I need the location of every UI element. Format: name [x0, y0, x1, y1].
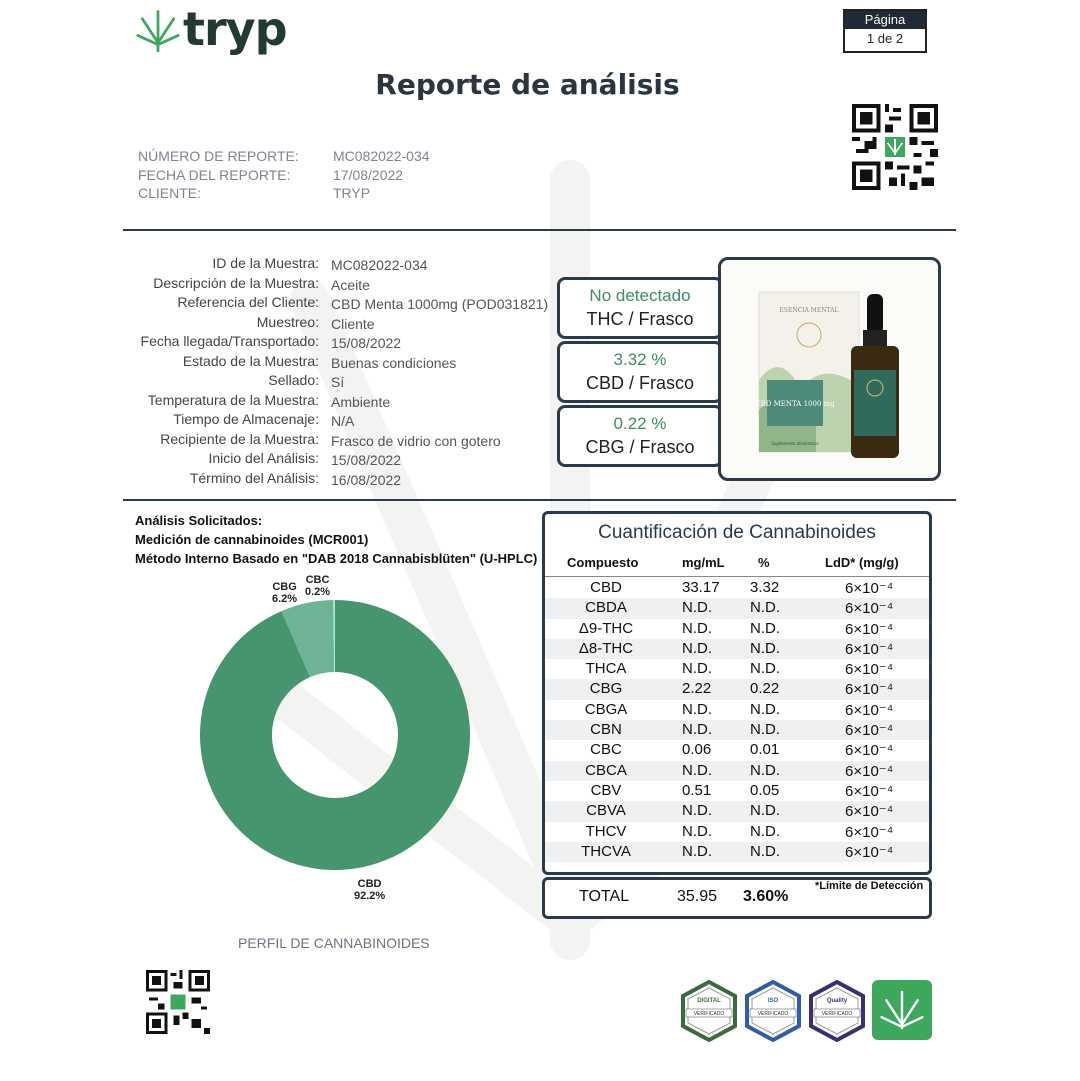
table-cell: CBG: [589, 680, 623, 698]
table-cell: 6×10⁻⁴: [845, 661, 894, 679]
table-row: [545, 761, 929, 781]
table-row: [545, 679, 929, 699]
table-row: [545, 578, 929, 598]
analysis-line-2: Método Interno Basado en "DAB 2018 Cannabisblüten" (U-HPLC): [135, 551, 538, 566]
table-cell: N.D.: [682, 599, 712, 617]
table-cell: 6×10⁻⁴: [845, 823, 894, 841]
sample-label: Descripción de la Muestra:: [153, 274, 319, 291]
table-cell: 6×10⁻⁴: [845, 580, 894, 597]
page-label: Página: [845, 11, 925, 29]
table-cell: N.D.: [750, 802, 780, 820]
table-cell: N.D.: [682, 639, 712, 657]
page-value: 1 de 2: [866, 31, 904, 46]
table-cell: 6×10⁻⁴: [845, 701, 894, 719]
cbg-value: 0.22 %: [613, 414, 667, 433]
page-indicator: [843, 9, 927, 53]
badge-mid: VERIFICADO: [693, 1011, 725, 1017]
table-cell: N.D.: [750, 700, 780, 718]
sample-label: Sellado:: [268, 372, 319, 388]
table-cell: 6×10⁻⁴: [845, 600, 894, 618]
sample-value: Buenas condiciones: [331, 354, 457, 371]
table-row: [545, 801, 929, 821]
table-cell: Δ9-THC: [578, 619, 634, 637]
sample-value: Sí: [331, 374, 345, 390]
table-cell: N.D.: [682, 842, 712, 860]
table-cell: 6×10⁻⁴: [845, 620, 894, 638]
table-cell: 6×10⁻⁴: [845, 722, 894, 740]
table-cell: CBV: [590, 781, 622, 799]
table-cell: N.D.: [750, 842, 780, 860]
table-cell: N.D.: [682, 761, 712, 779]
report-date-label: FECHA DEL REPORTE:: [138, 167, 291, 183]
analysis-line-1: Medición de cannabinoides (MCR001): [135, 532, 369, 547]
sample-label: ID de la Muestra:: [212, 255, 319, 271]
report-number-value: MC082022-034: [333, 148, 430, 164]
table-cell: CBDA: [585, 599, 627, 617]
table-cell: 0.22: [750, 680, 780, 698]
cannabinoid-donut-chart: [200, 600, 470, 870]
verified-badge-icon: [744, 980, 802, 1042]
table-cell: 6×10⁻⁴: [845, 742, 894, 760]
sample-label: Temperatura de la Muestra:: [147, 391, 319, 408]
table-cell: 0.06: [682, 741, 712, 759]
badge-mid: VERIFICADO: [757, 1011, 789, 1017]
report-date-value: 17/08/2022: [333, 167, 404, 183]
sample-label: Muestreo:: [256, 313, 319, 330]
table-cell: N.D.: [750, 822, 780, 840]
sample-value: Frasco de vidrio con gotero: [331, 432, 501, 449]
table-title: Cuantificación de Cannabinoides: [598, 522, 876, 543]
table-cell: N.D.: [682, 721, 712, 739]
thc-card: [557, 277, 723, 339]
table-cell: 6×10⁻⁴: [845, 803, 894, 821]
sample-value: N/A: [331, 413, 355, 429]
col-header: %: [758, 555, 770, 570]
client-value: TRYP: [333, 185, 371, 201]
cbd-value: 3.32 %: [613, 350, 667, 369]
table-row: [545, 822, 929, 842]
table-cell: 0.01: [750, 741, 780, 759]
table-row: [545, 842, 929, 862]
table-cell: 6×10⁻⁴: [845, 640, 894, 658]
table-cell: CBC: [590, 741, 622, 759]
table-row: [545, 740, 929, 760]
col-header: mg/mL: [682, 555, 725, 570]
leaf-icon: [872, 980, 932, 1040]
table-cell: 0.05: [750, 781, 780, 799]
sample-value: 15/08/2022: [331, 452, 402, 468]
table-cell: CBVA: [586, 802, 626, 820]
table-cell: N.D.: [682, 802, 712, 820]
badge-top: ISO: [767, 998, 779, 1004]
table-cell: N.D.: [750, 761, 780, 779]
table-cell: 2.22: [682, 680, 712, 698]
badge-top: Quality: [826, 998, 848, 1004]
table-row: [545, 598, 929, 618]
header-rule: [545, 576, 929, 577]
table-cell: N.D.: [750, 639, 780, 657]
badge-top: DIGITAL: [697, 998, 721, 1004]
detection-limit-note: *Límite de Detección: [815, 880, 924, 892]
qr-code-icon[interactable]: [146, 970, 210, 1034]
sample-value: Aceite: [331, 276, 370, 293]
sample-label: Recipiente de la Muestra:: [160, 430, 319, 447]
sample-value: 16/08/2022: [331, 471, 402, 488]
table-cell: 6×10⁻⁴: [845, 681, 894, 699]
table-cell: N.D.: [682, 822, 712, 840]
chart-title: PERFIL DE CANNABINOIDES: [238, 935, 430, 951]
table-cell: 6×10⁻⁴: [845, 782, 894, 800]
cbd-card: [557, 341, 723, 403]
table-cell: 3.32: [750, 579, 780, 596]
divider: [123, 229, 956, 231]
table-body: [545, 578, 929, 862]
sample-label: Fecha llegada/Transportado:: [140, 333, 319, 349]
box-sub: Suplemento alimenticio: [771, 441, 819, 446]
table-cell: N.D.: [682, 619, 712, 637]
sample-label: Estado de la Muestra:: [182, 352, 319, 369]
table-row: [545, 700, 929, 720]
table-cell: N.D.: [750, 721, 780, 739]
table-cell: N.D.: [750, 599, 780, 617]
table-cell: 6×10⁻⁴: [845, 843, 894, 861]
table-cell: CBD: [590, 579, 622, 596]
table-cell: 33.17: [682, 579, 720, 596]
sample-label: Inicio del Análisis:: [208, 450, 319, 466]
cbg-card: [557, 405, 723, 467]
table-cell: N.D.: [682, 700, 712, 718]
total-label: TOTAL: [579, 888, 630, 905]
tryp-badge: [872, 980, 932, 1040]
tryp-leaf-logo-icon: [135, 6, 181, 52]
thc-value: No detectado: [589, 286, 691, 305]
sample-value: Ambiente: [331, 393, 391, 410]
sample-value: 15/08/2022: [331, 335, 402, 351]
client-label: CLIENTE:: [138, 185, 202, 201]
table-row: [545, 659, 929, 679]
badge-mid: VERIFICADO: [821, 1011, 853, 1017]
cannabinoid-table: [542, 511, 932, 875]
sample-value: Cliente: [331, 315, 375, 332]
col-header: Compuesto: [567, 555, 639, 570]
total-pct: 3.60%: [743, 888, 789, 905]
sample-label: Tiempo de Almacenaje:: [173, 411, 319, 427]
slice-label-cbg: CBG 6.2%: [272, 581, 298, 605]
cbg-label: CBG / Frasco: [585, 437, 695, 457]
table-cell: N.D.: [682, 660, 712, 678]
table-cell: CBN: [590, 721, 622, 739]
table-cell: CBCA: [585, 761, 627, 779]
table-row: [545, 781, 929, 801]
divider: [123, 499, 956, 501]
sample-value: MC082022-034: [331, 257, 428, 273]
sample-label: Término del Análisis:: [189, 469, 319, 486]
report-number-label: NÚMERO DE REPORTE:: [138, 148, 299, 164]
total-mg: 35.95: [677, 888, 718, 905]
table-cell: 0.51: [682, 781, 712, 799]
table-cell: THCA: [585, 660, 627, 678]
table-cell: Δ8-THC: [578, 639, 634, 657]
table-cell: 6×10⁻⁴: [845, 762, 894, 780]
slice-label-cbd: CBD 92.2%: [354, 878, 386, 902]
thc-label: THC / Frasco: [586, 309, 694, 329]
verified-badge-icon: [808, 980, 866, 1042]
product-illustration-icon: [721, 260, 938, 478]
table-row: [545, 619, 929, 639]
table-cell: CBGA: [584, 700, 628, 718]
table-cell: N.D.: [750, 660, 780, 678]
box-name: CBD MENTA 1000 mg: [755, 400, 835, 408]
page-title: Reporte de análisis: [375, 68, 680, 101]
cbd-label: CBD / Frasco: [585, 373, 695, 393]
product-photo: [718, 257, 941, 481]
table-cell: N.D.: [750, 619, 780, 637]
qr-code-icon[interactable]: [852, 104, 938, 190]
verified-badge-icon: [680, 980, 738, 1042]
table-row: [545, 639, 929, 659]
slice-label-cbc: CBC 0.2%: [305, 574, 331, 598]
box-brand: ESENCIA MENTAL: [779, 307, 839, 314]
brand-name: tryp: [183, 2, 287, 56]
sample-value: CBD Menta 1000mg (POD031821): [331, 296, 549, 312]
table-row: [545, 720, 929, 740]
sample-label: Referencia del Cliente:: [177, 294, 319, 310]
table-cell: THCV: [585, 822, 627, 840]
table-cell: THCVA: [581, 842, 631, 860]
col-header: LdD* (mg/g): [825, 555, 899, 570]
analysis-heading: Análisis Solicitados:: [135, 513, 263, 528]
